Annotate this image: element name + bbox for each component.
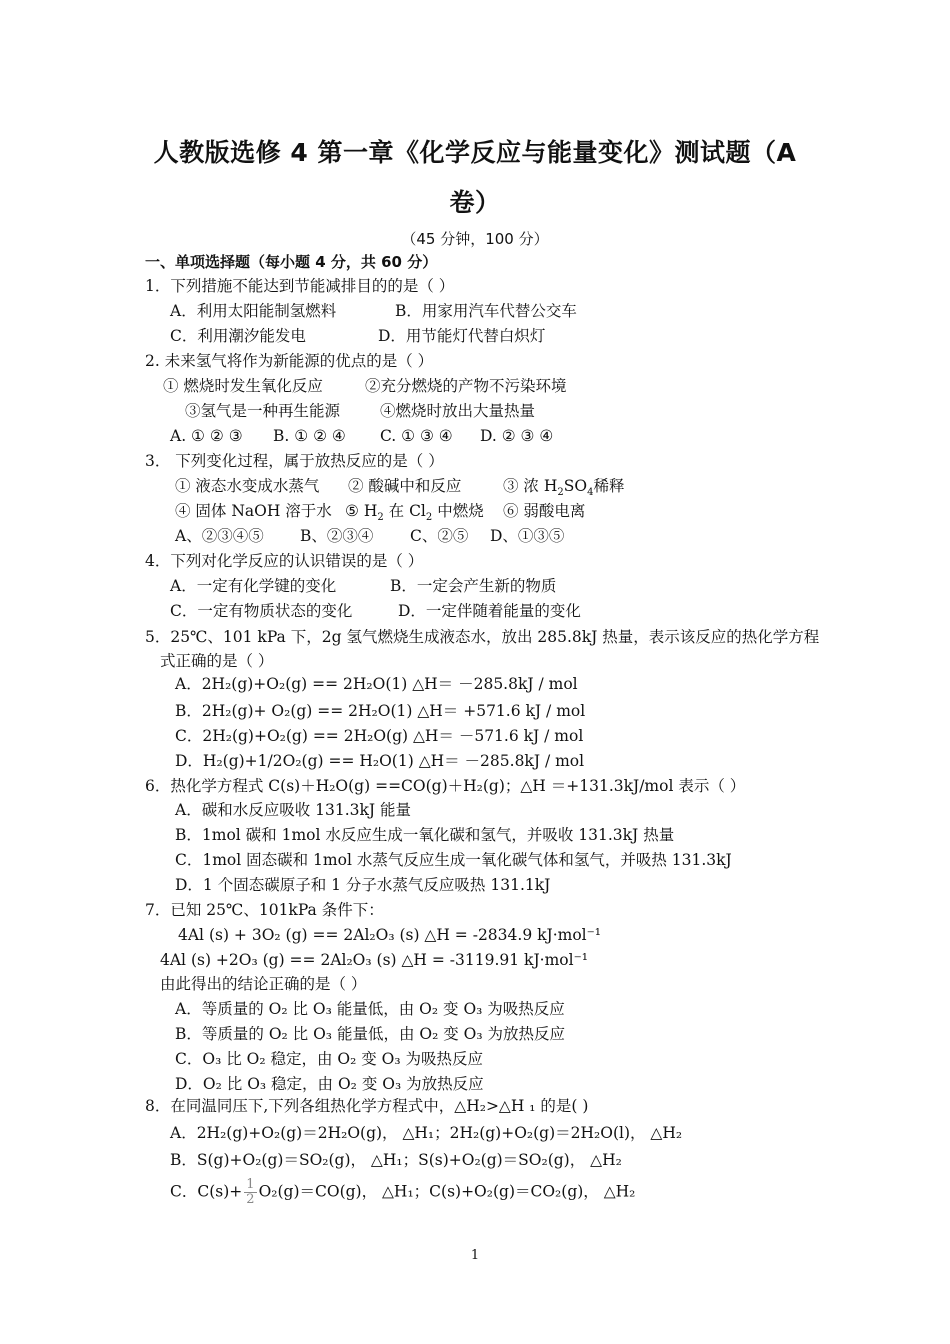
q3-option-c: C、②⑤: [410, 527, 469, 545]
q8-option-c: C．C(s)+ $\frac{1}{2}$ O₂(g)＝CO(g)， △H₁；C(s)+O₂(g)＝CO₂(g)， △H₂: [170, 1177, 636, 1207]
q1-option-c: C．利用潮汐能发电: [170, 327, 306, 345]
q1-option-a: A．利用太阳能制氢燃料: [170, 302, 337, 320]
q4-option-a: A．一定有化学键的变化: [170, 577, 337, 595]
q5-option-d: D．H₂(g)+1/2O₂(g) == H₂O(1) △H＝ －285.8kJ / mol: [175, 752, 585, 770]
q1-option-d: D．用节能灯代替白炽灯: [378, 327, 546, 345]
page-number: 1: [470, 1248, 480, 1263]
q6-option-d: D．1 个固态碳原子和 1 分子水蒸气反应吸热 131.1kJ: [175, 876, 551, 894]
q3-option-b: B、②③④: [300, 527, 374, 545]
q5-option-c: C．2H₂(g)+O₂(g) == 2H₂O(g) △H＝ －571.6 kJ / mol: [175, 727, 584, 745]
q2-statement-3: ③氢气是一种再生能源: [185, 402, 341, 420]
q6-option-c: C．1mol 固态碳和 1mol 水蒸气反应生成一氧化碳气体和氢气，并吸热 131.3kJ: [175, 851, 732, 869]
q2-statement-2: ②充分燃烧的产物不污染环境: [365, 377, 567, 395]
doc-title-line2: 卷）: [449, 188, 501, 217]
q3-option-d: D、①③⑤: [490, 527, 565, 545]
q8-option-b: B．S(g)+O₂(g)＝SO₂(g)， △H₁；S(s)+O₂(g)＝SO₂(g)， △H₂: [170, 1151, 622, 1169]
q7-stem: 7．已知 25℃、101kPa 条件下：: [145, 901, 384, 919]
q7-option-b: B．等质量的 O₂ 比 O₃ 能量低，由 O₂ 变 O₃ 为放热反应: [175, 1025, 565, 1043]
q3-stem: 3． 下列变化过程，属于放热反应的是（ ）: [145, 452, 444, 470]
q2-statement-4: ④燃烧时放出大量热量: [380, 402, 536, 420]
q2-option-b: B. ① ② ④: [273, 427, 346, 445]
q4-stem: 4．下列对化学反应的认识错误的是（ ）: [145, 552, 424, 570]
q2-stem: 2. 未来氢气将作为新能源的优点的是（ ）: [145, 352, 434, 370]
q2-option-c: C. ① ③ ④: [380, 427, 453, 445]
q2-statement-1: ① 燃烧时发生氧化反应: [163, 377, 323, 395]
q1-option-b: B．用家用汽车代替公交车: [395, 302, 577, 320]
q3-statement-4: ④ 固体 NaOH 溶于水: [175, 502, 332, 520]
q3-statement-6: ⑥ 弱酸电离: [503, 502, 586, 520]
q7-question: 由此得出的结论正确的是（ ）: [160, 975, 367, 993]
q5-option-a: A．2H₂(g)+O₂(g) == 2H₂O(1) △H＝ －285.8kJ / mol: [175, 675, 578, 693]
q4-option-d: D．一定伴随着能量的变化: [398, 602, 581, 620]
q7-equation-2: 4Al (s) +2O₃ (g) == 2Al₂O₃ (s) △H = -3119.91 kJ·mol⁻¹: [160, 951, 588, 969]
q7-equation-1: 4Al (s) + 3O₂ (g) == 2Al₂O₃ (s) △H = -2834.9 kJ·mol⁻¹: [178, 926, 602, 944]
q3-statement-2: ② 酸碱中和反应: [348, 477, 462, 495]
doc-title-line1: 人教版选修 4 第一章《化学反应与能量变化》测试题（A: [153, 138, 797, 167]
q6-option-a: A．碳和水反应吸收 131.3kJ 能量: [175, 801, 412, 819]
q5-stem-line2: 式正确的是（ ）: [160, 652, 274, 670]
one-half-fraction: $\frac{1}{2}$: [246, 1177, 255, 1207]
q8-option-a: A．2H₂(g)+O₂(g)＝2H₂O(g)， △H₁；2H₂(g)+O₂(g)＝2H₂O(l)， △H₂: [170, 1124, 683, 1142]
q1-stem: 1．下列措施不能达到节能减排目的的是（ ）: [145, 277, 455, 295]
q6-stem: 6．热化学方程式 C(s)＋H₂O(g) ==CO(g)＋H₂(g)；△H ＝+131.3kJ/mol 表示（ ）: [145, 777, 746, 795]
doc-subtitle: （45 分钟，100 分）: [401, 230, 549, 248]
q5-stem-line1: 5．25℃、101 kPa 下，2g 氢气燃烧生成液态水，放出 285.8kJ 热量，表示该反应的热化学方程: [145, 628, 820, 646]
q2-option-a: A. ① ② ③: [170, 427, 243, 445]
section-heading: 一、单项选择题（每小题 4 分，共 60 分）: [145, 253, 438, 271]
q7-option-d: D．O₂ 比 O₃ 稳定，由 O₂ 变 O₃ 为放热反应: [175, 1075, 484, 1093]
q6-option-b: B．1mol 碳和 1mol 水反应生成一氧化碳和氢气，并吸收 131.3kJ 热量: [175, 826, 675, 844]
q7-option-c: C．O₃ 比 O₂ 稳定，由 O₂ 变 O₃ 为吸热反应: [175, 1050, 484, 1068]
q3-statement-5: ⑤ $H_2$ 在 $Cl_2$ 中燃烧: [345, 502, 484, 524]
q8-stem: 8．在同温同压下,下列各组热化学方程式中，△H₂>△H ₁ 的是( ): [145, 1097, 589, 1115]
q2-option-d: D. ② ③ ④: [480, 427, 554, 445]
q5-option-b: B．2H₂(g)+ O₂(g) == 2H₂O(1) △H＝ +571.6 kJ / mol: [175, 702, 586, 720]
q4-option-c: C．一定有物质状态的变化: [170, 602, 353, 620]
q7-option-a: A．等质量的 O₂ 比 O₃ 能量低，由 O₂ 变 O₃ 为吸热反应: [175, 1000, 565, 1018]
q3-statement-3: ③ 浓 $H_2SO_4$稀释: [503, 477, 625, 499]
q4-option-b: B．一定会产生新的物质: [390, 577, 557, 595]
q3-statement-1: ① 液态水变成水蒸气: [175, 477, 320, 495]
q3-option-a: A、②③④⑤: [175, 527, 264, 545]
